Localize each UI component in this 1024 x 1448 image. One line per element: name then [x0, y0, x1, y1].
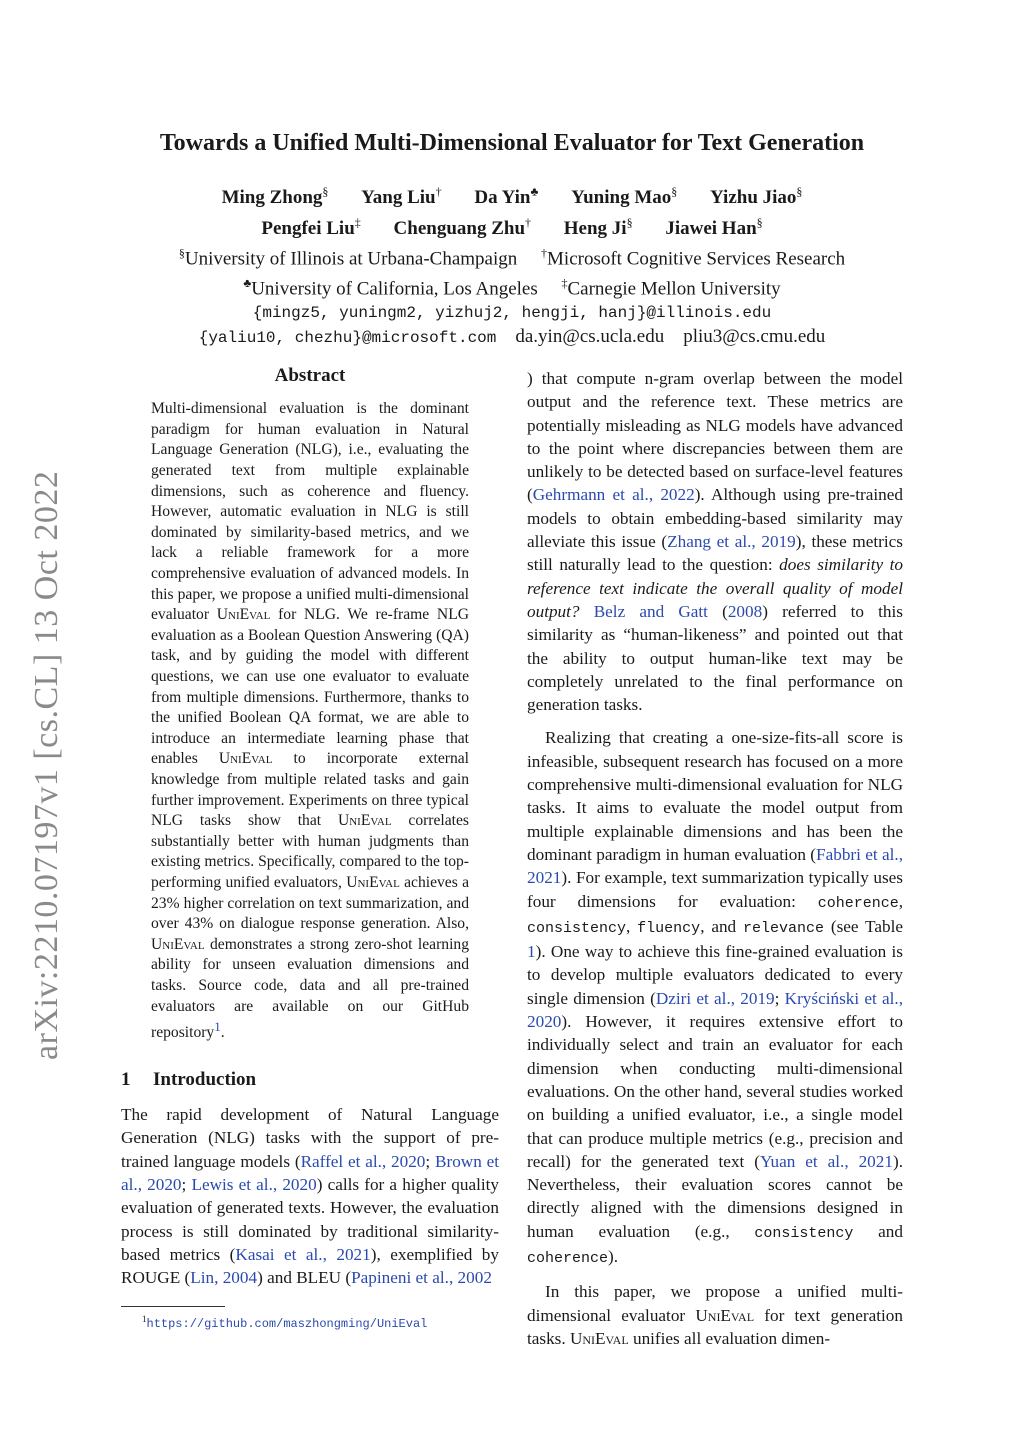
intro-paragraph-1-start: The rapid development of Natural Language Generation (NLG) tasks with the support of pre-trained language models (Raffel et al., 2020; Brown et al., 2020; Lewis et al., 2020) calls for a higher quality evaluation of generated texts. However, the evaluation process is still dominated by traditional similarity-based metrics (Kasai et al., 2021), exemplified by ROUGE (Lin, 2004) and BLEU (Papineni et al., 2002 [121, 1105, 500, 1288]
affiliation-row-2: ♣University of California, Los Angeles ‡Carnegie Mellon University [243, 275, 781, 300]
author-row-1 [0, 180, 1024, 210]
author-name: Yizhu Jiao§ [710, 185, 803, 209]
affiliation-row-1: §University of Illinois at Urbana-Champaign †Microsoft Cognitive Services Research [178, 245, 846, 269]
left-column [121, 364, 499, 1290]
citation-link[interactable]: Fabbri et al., 2021 [527, 844, 903, 888]
intro-paragraph-1-cont: ) that compute n-gram overlap between the model output and the reference text. These metrics are potentially misleading as NLG models have advanced to the point where discrepancies between them are unlikely to be detected based on surface-level features (Gehrmann et al., 2022). Although using pre-trained models to obtain embedding-based similarity may alleviate this issue (Zhang et al., 2019), these metrics still naturally lead to the question: does similarity to reference text indicate the overall quality of model output? Belz and Gatt (2008) referred to this similarity as “human-likeness” and pointed out that the ability to output human-like text may be completely unrelated to the final performance on generation tasks. [527, 369, 904, 715]
author-name: Pengfei Liu‡ [261, 215, 361, 239]
citation-link[interactable]: Dziri et al., 2019 [655, 988, 775, 1008]
citation-link[interactable]: Lin, 2004 [190, 1268, 258, 1288]
author-name: Ming Zhong§ [221, 185, 329, 209]
author-row-2 [0, 210, 1024, 240]
citation-link[interactable]: Lewis et al., 2020 [191, 1175, 317, 1195]
citation-link[interactable]: Papineni et al., 2002 [351, 1268, 492, 1288]
author-name: Yuning Mao§ [571, 185, 678, 209]
citation-link[interactable]: Zhang et al., 2019 [667, 532, 796, 552]
email-cmu: pliu3@cs.cmu.edu [683, 326, 826, 348]
citation-link[interactable]: Yuan et al., 2021 [760, 1151, 893, 1171]
footnote-url-link[interactable]: https://github.com/maszhongming/UniEval [146, 1317, 428, 1331]
paper-title: Towards a Unified Multi-Dimensional Evaluator for Text Generation [159, 130, 865, 156]
section-heading-introduction: 1 Introduction [121, 1068, 257, 1090]
citation-link[interactable]: 2008 [727, 601, 763, 621]
email-illinois: {mingz5, yuningm2, yizhuj2, hengji, hanj}@illinois.edu [252, 304, 772, 323]
abstract-heading: Abstract [274, 365, 346, 386]
author-name: Chenguang Zhu† [393, 215, 532, 239]
right-column [527, 367, 903, 1350]
author-name: Da Yin♣ [474, 185, 539, 209]
email-ucla: da.yin@cs.ucla.edu [515, 326, 665, 348]
footnote-ref[interactable]: 1 [214, 1019, 221, 1035]
author-name: Yang Liu† [361, 185, 442, 209]
citation-link[interactable]: Kasai et al., 2021 [235, 1244, 371, 1264]
arxiv-identifier: arXiv:2210.07197v1 [cs.CL] 13 Oct 2022 [28, 470, 65, 1060]
author-name: Jiawei Han§ [665, 215, 763, 239]
research-question: does similarity to reference text indicate the overall quality of model output? [527, 555, 904, 621]
citation-link[interactable]: Gehrmann et al., 2022 [532, 485, 695, 505]
footnote: $^1$https://github.com/maszhongming/UniEval [142, 1314, 428, 1331]
citation-link[interactable]: Raffel et al., 2020 [300, 1151, 426, 1171]
intro-paragraph-2: Realizing that creating a one-size-fits-all score is infeasible, subsequent research has focused on a more comprehensive multi-dimensional evaluation for NLG tasks. It aims to evaluate the model output from multiple explainable dimensions and has been the dominant paradigm in human evaluation (Fabbri et al., 2021). For example, text summarization typically uses four dimensions for evaluation: coherence, consistency, fluency, and relevance (see Table 1). One way to achieve this fine-grained evaluation is to develop multiple evaluators dedicated to every single dimension (Dziri et al., 2019; Kryściński et al., 2020). However, it requires extensive effort to individually select and train an evaluator for each dimension when conducting multi-dimensional evaluations. On the other hand, several studies worked on building a unified evaluator, i.e., a single model that can produce multiple metrics (e.g., precision and recall) for the generated text (Yuan et al., 2021). Nevertheless, their evaluation scores cannot be directly aligned with the dimensions designed in human evaluation (e.g., consistency and coherence). [527, 728, 903, 1267]
author-name: Heng Ji§ [563, 215, 633, 239]
intro-paragraph-3: In this paper, we propose a unified multi-dimensional evaluator UniEval for text generation tasks. UniEval unifies all evaluation dimen- [527, 1282, 903, 1348]
citation-link[interactable]: Kryściński et al., 2020 [527, 988, 903, 1032]
table-ref-link[interactable]: 1 [527, 942, 536, 962]
email-row-2 [0, 325, 1024, 350]
author-block [0, 180, 1024, 350]
citation-link[interactable]: Brown et al., 2020 [121, 1151, 499, 1195]
abstract-text: Multi-dimensional evaluation is the dominant paradigm for human evaluation in Natural Language Generation (NLG), i.e., evaluating the generated text from multiple explainable dimensions, such as coherence and fluency. However, automatic evaluation in NLG is still dominated by similarity-based metrics, and we lack a reliable framework for a more comprehensive evaluation of advanced models. In this paper, we propose a unified multi-dimensional evaluator UniEval for NLG. We re-frame NLG evaluation as a Boolean Question Answering (QA) task, and by guiding the model with different questions, we can use one evaluator to evaluate from multiple dimensions. Furthermore, thanks to the unified Boolean QA format, we are able to introduce an intermediate learning phase that enables UniEval to incorporate external knowledge from multiple related tasks and gain further improvement. Experiments on three typical NLG tasks show that UniEval correlates substantially better with human judgments than existing metrics. Specifically, compared to the top-performing unified evaluators, UniEval achieves a 23% higher correlation on text summarization, and over 43% on dialogue response generation. Also, UniEval demonstrates a strong zero-shot learning ability for unseen evaluation dimensions and tasks. Source code, data and all pre-trained evaluators are available on our GitHub repository$^1$. [151, 400, 469, 1042]
citation-link[interactable]: Belz and Gatt [593, 601, 708, 621]
email-microsoft: {yaliu10, chezhu}@microsoft.com [198, 329, 497, 348]
footnote-divider [121, 1306, 225, 1307]
